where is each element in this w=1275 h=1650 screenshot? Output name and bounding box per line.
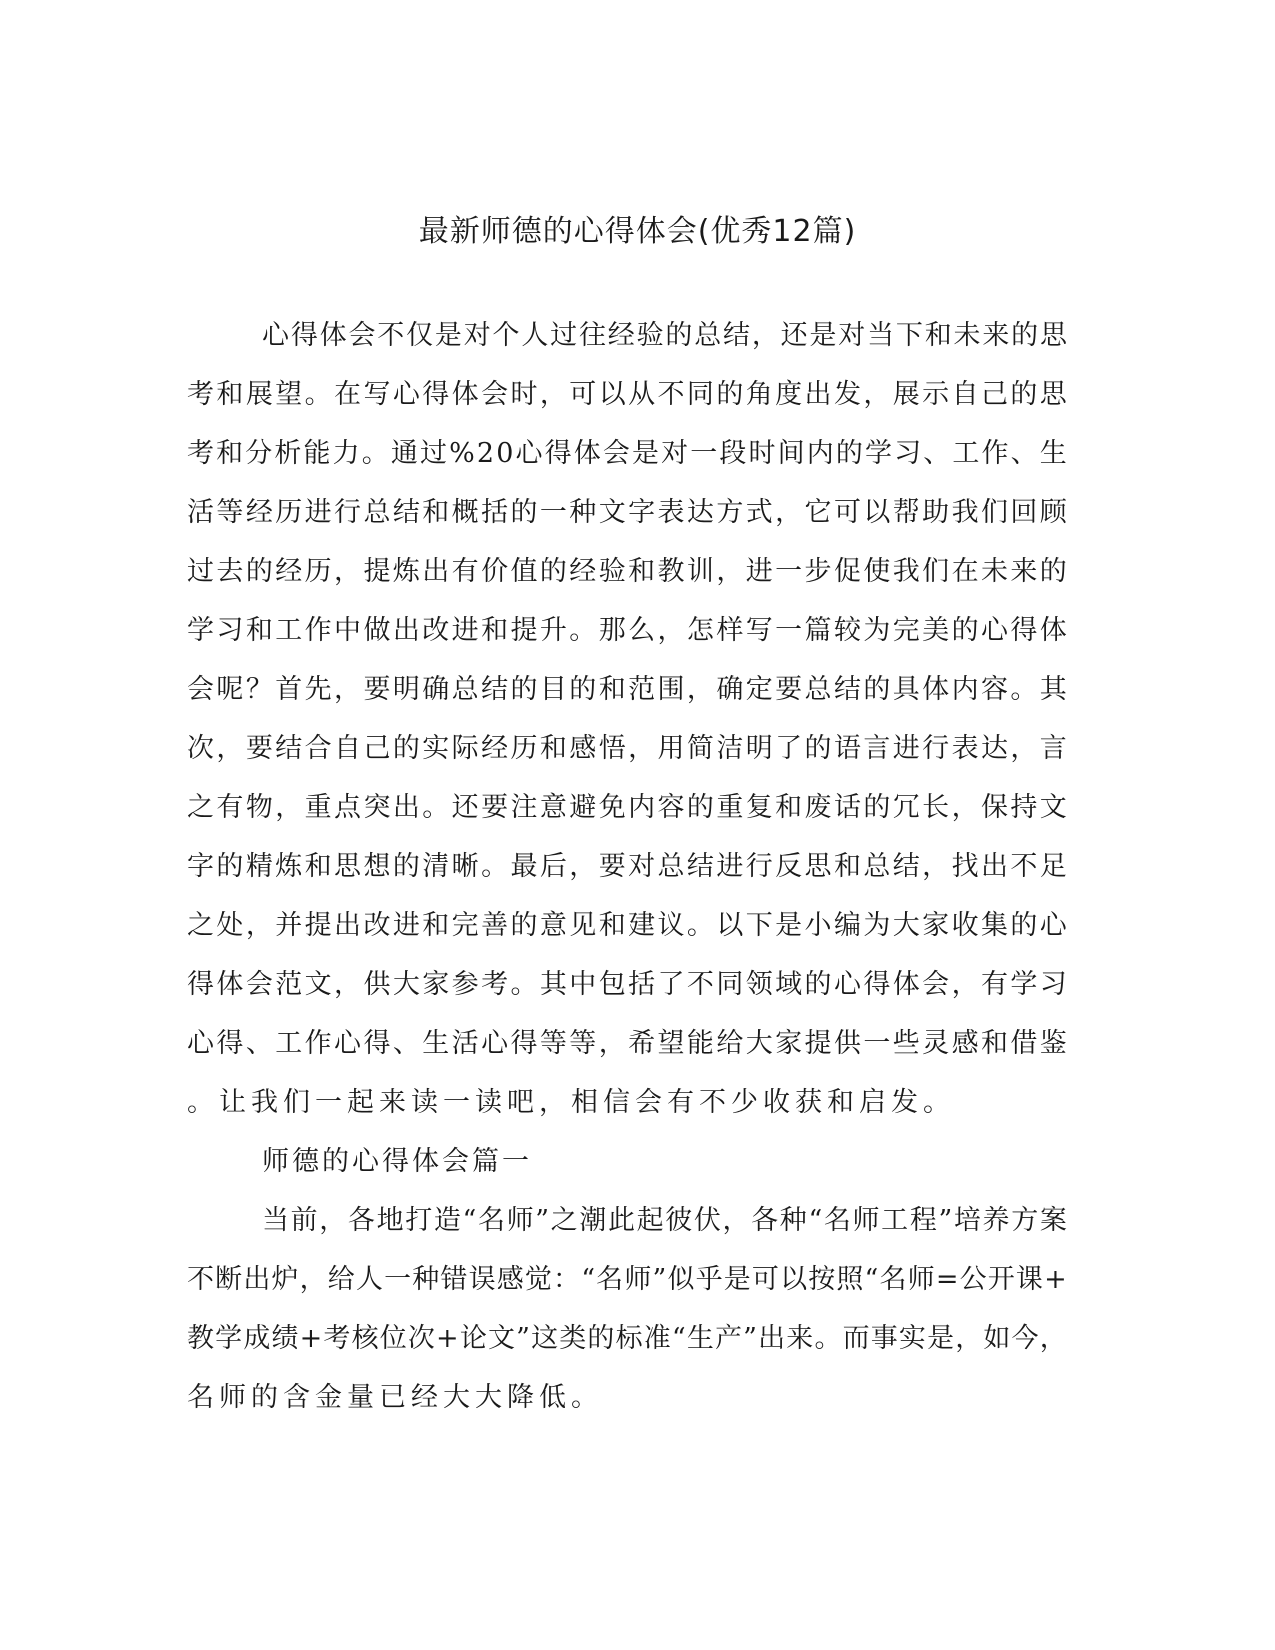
intro-line: 得 体 会 范 文 ， 供 大 家 参 考 。 其 中 包 括 了 不 同 领 域 的 心 得 体 会 ， 有 学 习 bbox=[187, 969, 1067, 1000]
intro-line: 次 ， 要 结 合 自 己 的 实 际 经 历 和 感 悟 ， 用 简 洁 明 了 的 语 言 进 行 表 达 ， 言 bbox=[187, 733, 1067, 764]
intro-line: 会 呢 ？ 首 先 ， 要 明 确 总 结 的 目 的 和 范 围 ， 确 定 要 总 结 的 具 体 内 容 。 其 bbox=[187, 674, 1067, 705]
intro-line: 字 的 精 炼 和 思 想 的 清 晰 。 最 后 ， 要 对 总 结 进 行 反 思 和 总 结 ， 找 出 不 足 bbox=[187, 851, 1067, 882]
section-line: 当 前 ， 各 地 打 造 “ 名 师 ” 之 潮 此 起 彼 伏 ， 各 种 “ 名 师 工 程 ” 培 养 方 案 bbox=[262, 1205, 1067, 1236]
intro-line: 之 处 ， 并 提 出 改 进 和 完 善 的 意 见 和 建 议 。 以 下 是 小 编 为 大 家 收 集 的 心 bbox=[187, 910, 1067, 941]
intro-line: 之 有 物 ， 重 点 突 出 。 还 要 注 意 避 免 内 容 的 重 复 和 废 话 的 冗 长 ， 保 持 文 bbox=[187, 792, 1067, 823]
intro-line: 心 得 、 工 作 心 得 、 生 活 心 得 等 等 ， 希 望 能 给 大 家 提 供 一 些 灵 感 和 借 鉴 bbox=[187, 1028, 1067, 1059]
intro-line: 心 得 体 会 不 仅 是 对 个 人 过 往 经 验 的 总 结 ， 还 是 对 当 下 和 未 来 的 思 bbox=[262, 320, 1067, 351]
intro-line: 考 和 展 望 。 在 写 心 得 体 会 时 ， 可 以 从 不 同 的 角 度 出 发 ， 展 示 自 己 的 思 bbox=[187, 379, 1067, 410]
intro-line: 考 和 分 析 能 力 。 通 过 % 2 0 心 得 体 会 是 对 一 段 时 间 内 的 学 习 、 工 作 、 生 bbox=[187, 438, 1067, 469]
intro-line: 。让我们一起来读一读吧，相信会有不少收获和启发。 bbox=[187, 1087, 955, 1118]
section-line: 名师的含金量已经大大降低。 bbox=[187, 1382, 603, 1413]
section-line: 教 学 成 绩 + 考 核 位 次 + 论 文 ” 这 类 的 标 准 “ 生 产 ” 出 来 。 而 事 实 是 ， 如 今 ， bbox=[187, 1323, 1067, 1354]
intro-line: 学 习 和 工 作 中 做 出 改 进 和 提 升 。 那 么 ， 怎 样 写 一 篇 较 为 完 美 的 心 得 体 bbox=[187, 615, 1067, 646]
intro-line: 过 去 的 经 历 ， 提 炼 出 有 价 值 的 经 验 和 教 训 ， 进 一 步 促 使 我 们 在 未 来 的 bbox=[187, 556, 1067, 587]
section-heading: 师德的心得体会篇一 bbox=[262, 1146, 532, 1177]
intro-line: 活 等 经 历 进 行 总 结 和 概 括 的 一 种 文 字 表 达 方 式 ， 它 可 以 帮 助 我 们 回 顾 bbox=[187, 497, 1067, 528]
document-title: 最新师德的心得体会(优秀12篇) bbox=[418, 214, 857, 249]
section-line: 不 断 出 炉 ， 给 人 一 种 错 误 感 觉 ： “ 名 师 ” 似 乎 是 可 以 按 照 “ 名 师 = 公 开 课 + bbox=[187, 1264, 1067, 1295]
